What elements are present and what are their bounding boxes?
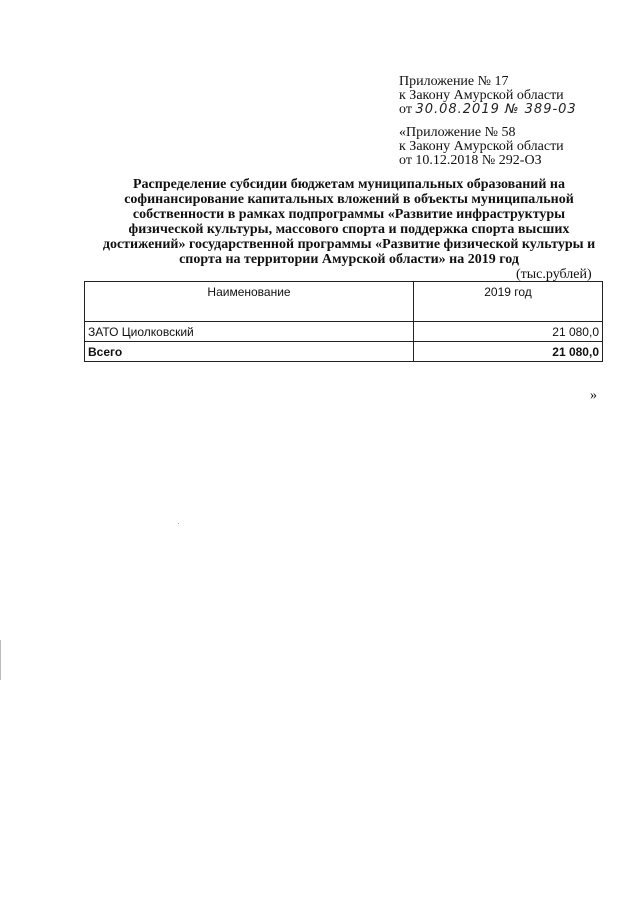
table-total-row — [85, 342, 603, 362]
header-year: 2019 год — [414, 282, 603, 322]
table-header-row — [85, 282, 603, 322]
total-value: 21 080,0 — [414, 342, 603, 362]
annex-handwritten-date: 30.08.2019 № 389-03 — [415, 102, 577, 117]
units-label: (тыс.рублей) — [516, 267, 592, 282]
subsidy-table — [84, 281, 603, 362]
header-name: Наименование — [85, 282, 414, 322]
annex-block — [399, 75, 577, 117]
row-value: 21 080,0 — [414, 322, 603, 342]
previous-annex-number: «Приложение № 58 — [399, 125, 516, 140]
row-name: ЗАТО Циолковский — [85, 322, 414, 342]
annex-date-prefix: от — [399, 102, 412, 117]
total-label: Всего — [85, 342, 414, 362]
document-title: Распределение субсидии бюджетам муниципальных образований на софинансирование капитальных вложений в объекты муниципальной собственности в рамках подпрограммы «Развитие инфраструктуры физической культуры, массового спорта и поддержка спорта высших достижений» государственной программы «Развитие физической культуры и спорта на территории Амурской области» на 2019 год — [102, 177, 596, 267]
table-row — [85, 322, 603, 342]
previous-annex-date: от 10.12.2018 № 292-ОЗ — [399, 153, 542, 168]
annex-law-ref: к Закону Амурской области — [399, 88, 564, 103]
annex-date-line — [399, 103, 577, 117]
previous-annex-law-ref: к Закону Амурской области — [399, 139, 564, 154]
scan-edge-mark — [0, 640, 1, 680]
scan-speck — [178, 523, 179, 524]
previous-annex-block — [399, 126, 564, 168]
closing-quote: » — [590, 388, 597, 403]
annex-number: Приложение № 17 — [399, 74, 509, 89]
